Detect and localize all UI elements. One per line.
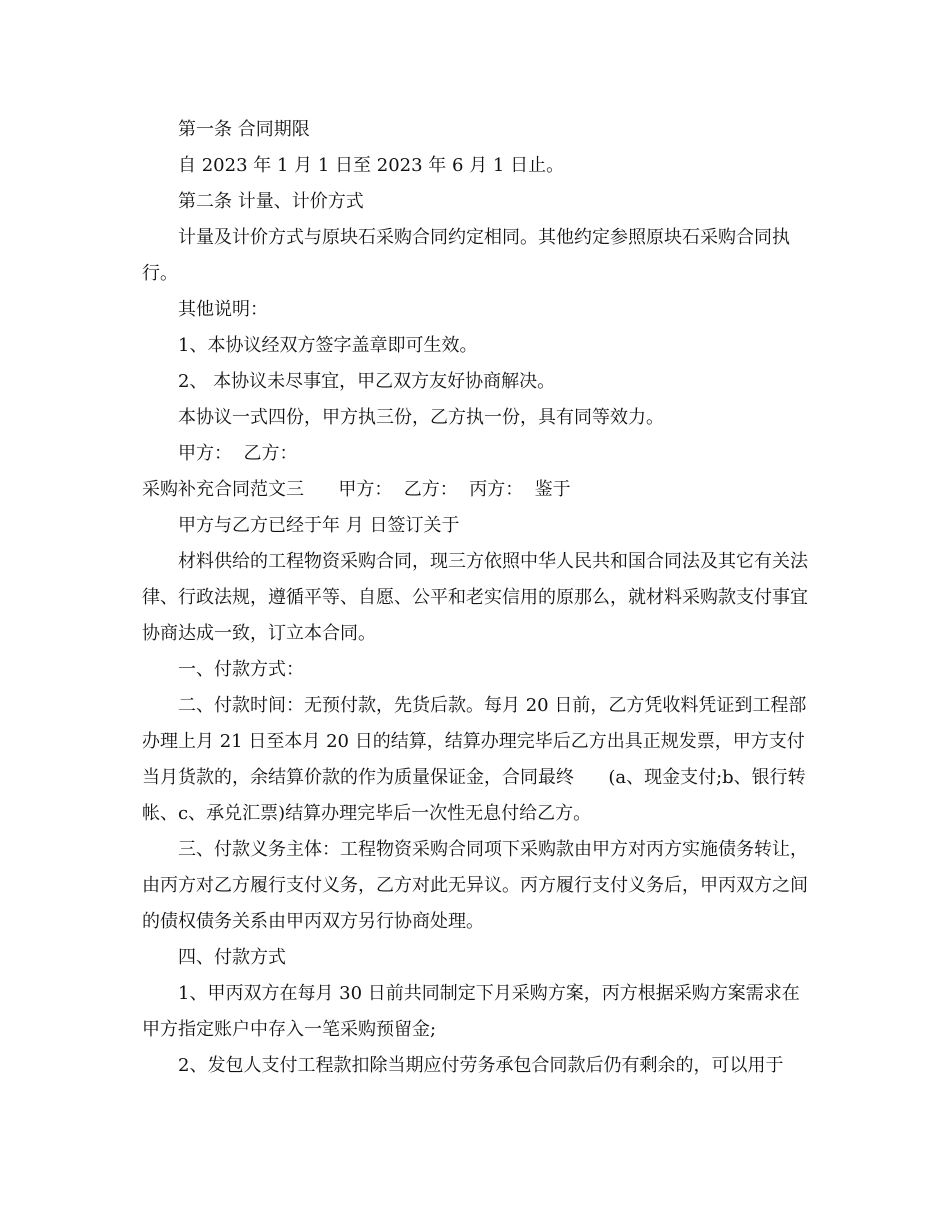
pricing-method-paragraph: 计量及计价方式与原块石采购合同约定相同。其他约定参照原块石采购合同执行。 bbox=[142, 227, 790, 284]
copies-paragraph: 本协议一式四份，甲方执三份，乙方执一份，具有同等效力。 bbox=[178, 407, 664, 428]
payment-item-1: 1、甲丙双方在每月 30 日前共同制定下月采购方案，丙方根据采购方案需求在甲方指定账户中存入一笔采购预留金; bbox=[142, 983, 800, 1040]
purpose-paragraph: 材料供给的工程物资采购合同，现三方依照中华人民共和国合同法及其它有关法律、行政法规，遵循平等、自愿、公平和老实信用的原那么，就材料采购款支付事宜协商达成一致，订立本合同。 bbox=[142, 551, 808, 644]
note-item-1: 1、本协议经双方签字盖章即可生效。 bbox=[178, 335, 478, 356]
article-heading-1: 第一条 合同期限 bbox=[178, 119, 310, 140]
article-heading-2: 第二条 计量、计价方式 bbox=[178, 191, 364, 212]
whereas-paragraph: 甲方与乙方已经于年 月 日签订关于 bbox=[178, 515, 460, 536]
sample-three-heading: 采购补充合同范文三 甲方： 乙方： 丙方： 鉴于 bbox=[142, 479, 571, 500]
section-heading-payment-method: 一、付款方式： bbox=[178, 659, 304, 680]
other-notes-heading: 其他说明： bbox=[178, 299, 268, 320]
document-body bbox=[142, 112, 812, 1084]
payment-item-2: 2、发包人支付工程款扣除当期应付劳务承包合同款后仍有剩余的，可以用于 bbox=[178, 1055, 784, 1076]
signature-line: 甲方： 乙方： bbox=[178, 443, 298, 464]
contract-term-paragraph: 自 2023 年 1 月 1 日至 2023 年 6 月 1 日止。 bbox=[178, 155, 565, 176]
note-item-2: 2、 本协议未尽事宜，甲乙双方友好协商解决。 bbox=[178, 371, 556, 392]
payment-time-paragraph: 二、付款时间：无预付款，先货后款。每月 20 日前，乙方凭收料凭证到工程部办理上月 21 日至本月 20 日的结算，结算办理完毕后乙方出具正规发票，甲方支付当月货款的，余结算价款的作为质量保证金，合同最终 (a、现金支付;b、银行转帐、c、承兑汇票)结算办理完毕后一次性无息付给乙方。 bbox=[142, 695, 807, 824]
section-heading-payment-method-4: 四、付款方式 bbox=[178, 947, 286, 968]
payment-obligor-paragraph: 三、付款义务主体：工程物资采购合同项下采购款由甲方对丙方实施债务转让，由丙方对乙方履行支付义务，乙方对此无异议。丙方履行支付义务后，甲丙双方之间的债权债务关系由甲丙双方另行协商处理。 bbox=[142, 839, 808, 932]
